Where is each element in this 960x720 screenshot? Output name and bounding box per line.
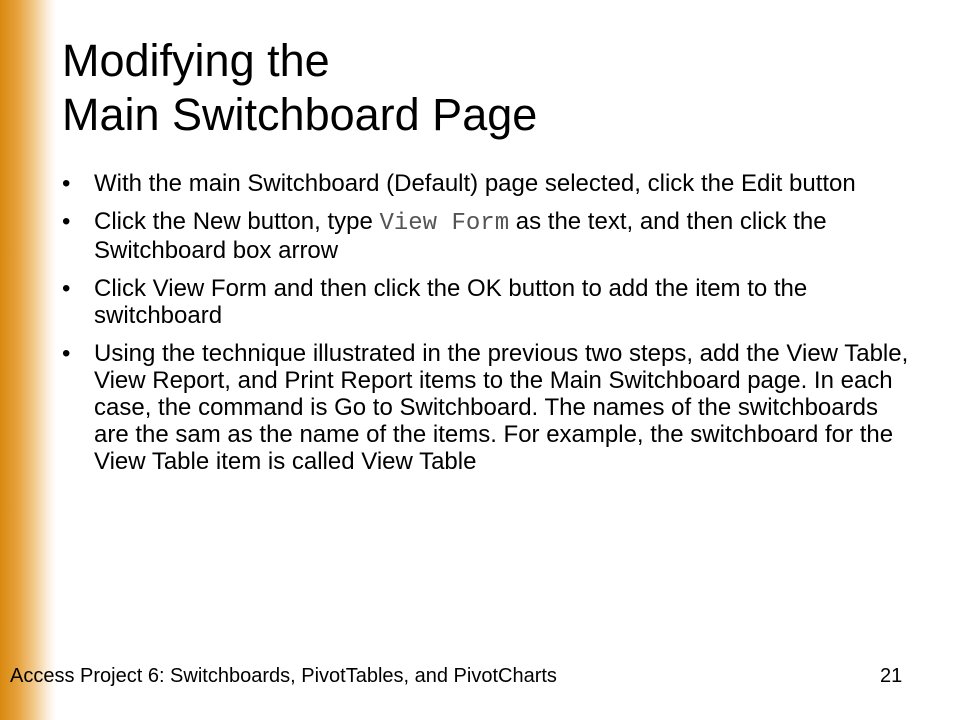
slide-title (62, 34, 922, 142)
bullet-code-text: View Form (379, 210, 510, 237)
bullet-dot-icon: • (62, 170, 71, 197)
slide-footer: Access Project 6: Switchboards, PivotTables, and PivotCharts (10, 665, 557, 687)
bullet-list (62, 170, 912, 486)
bullet-text-after: as the text, and then click the Switchboard box arrow (94, 208, 827, 264)
bullet-text: Using the technique illustrated in the previous two steps, add the View Table, View Report, and Print Report items to the Main Switchboard page. In each case, the command is Go to Switchboard. The names of the switchboards are the sam as the name of the items. For example, the switchboard for the View Table item is called View Table (94, 340, 909, 475)
bullet-item (62, 170, 912, 197)
bullet-text: With the main Switchboard (Default) page selected, click the Edit button (94, 170, 856, 197)
bullet-text: Click View Form and then click the OK button to add the item to the switchboard (94, 275, 808, 329)
bullet-dot-icon: • (62, 208, 71, 235)
bullet-text-before: Click the New button, type (94, 208, 380, 235)
bullet-dot-icon: • (62, 275, 71, 302)
title-line-2: Main Switchboard Page (62, 89, 538, 140)
bullet-item (62, 275, 912, 329)
bullet-dot-icon: • (62, 340, 71, 367)
page-number: 21 (880, 665, 903, 687)
bullet-item (62, 208, 912, 264)
title-line-1: Modifying the (62, 35, 330, 86)
gold-gradient-sidebar (0, 0, 56, 720)
bullet-item (62, 340, 912, 475)
